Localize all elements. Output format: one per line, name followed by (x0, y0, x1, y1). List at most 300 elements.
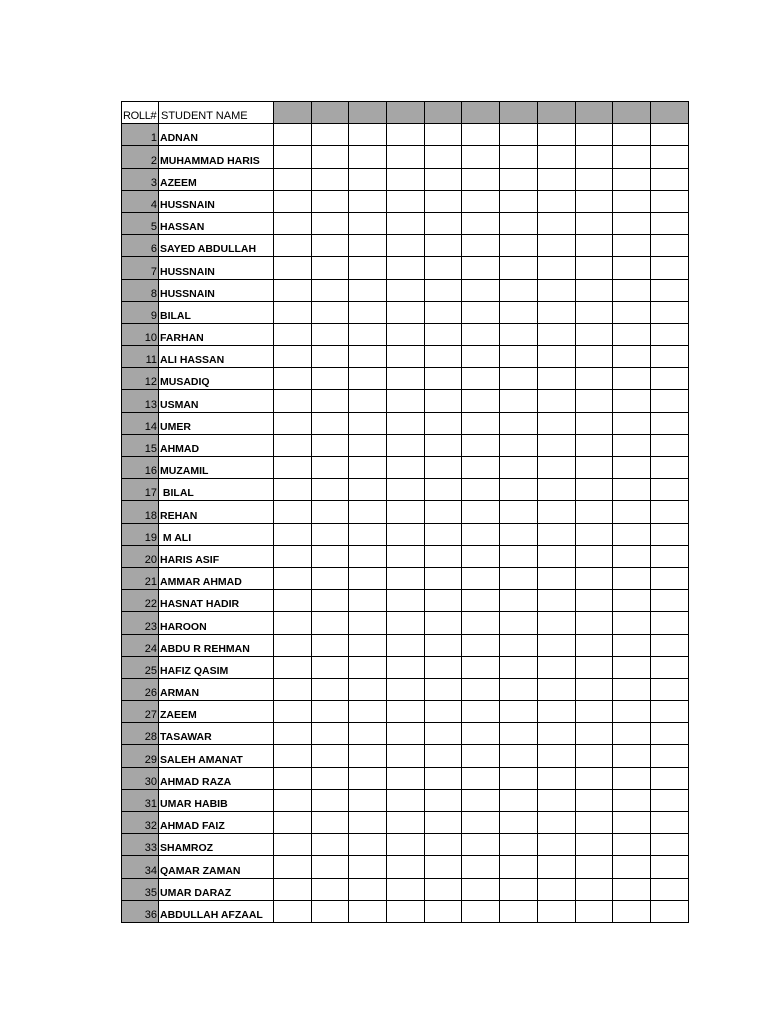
blank-cell[interactable] (462, 612, 500, 634)
blank-cell[interactable] (575, 789, 613, 811)
student-name-cell[interactable]: AZEEM (159, 168, 274, 190)
roll-number-cell[interactable]: 33 (122, 834, 159, 856)
blank-cell[interactable] (311, 190, 349, 212)
blank-cell[interactable] (387, 301, 425, 323)
blank-cell[interactable] (349, 612, 387, 634)
blank-cell[interactable] (387, 634, 425, 656)
blank-cell[interactable] (537, 146, 575, 168)
blank-cell[interactable] (387, 789, 425, 811)
blank-cell[interactable] (424, 190, 462, 212)
blank-cell[interactable] (650, 678, 688, 700)
student-name-cell[interactable]: ABDULLAH AFZAAL (159, 900, 274, 922)
blank-cell[interactable] (575, 634, 613, 656)
roll-number-cell[interactable]: 21 (122, 567, 159, 589)
blank-cell[interactable] (500, 146, 538, 168)
blank-cell[interactable] (500, 523, 538, 545)
student-name-cell[interactable]: AHMAD (159, 434, 274, 456)
blank-cell[interactable] (462, 678, 500, 700)
blank-cell[interactable] (311, 656, 349, 678)
blank-cell[interactable] (424, 567, 462, 589)
blank-cell[interactable] (274, 767, 312, 789)
blank-cell[interactable] (349, 812, 387, 834)
blank-cell[interactable] (274, 501, 312, 523)
student-name-cell[interactable]: ADNAN (159, 124, 274, 146)
blank-cell[interactable] (575, 656, 613, 678)
blank-cell[interactable] (311, 212, 349, 234)
blank-cell[interactable] (500, 124, 538, 146)
blank-cell[interactable] (575, 834, 613, 856)
blank-cell[interactable] (387, 501, 425, 523)
blank-cell[interactable] (537, 767, 575, 789)
blank-cell[interactable] (311, 168, 349, 190)
roll-number-cell[interactable]: 12 (122, 368, 159, 390)
blank-cell[interactable] (575, 523, 613, 545)
roll-number-cell[interactable]: 31 (122, 789, 159, 811)
blank-cell[interactable] (537, 323, 575, 345)
blank-cell[interactable] (613, 124, 651, 146)
blank-cell[interactable] (575, 545, 613, 567)
header-blank-cell[interactable] (650, 102, 688, 124)
blank-cell[interactable] (387, 523, 425, 545)
blank-cell[interactable] (274, 412, 312, 434)
blank-cell[interactable] (537, 168, 575, 190)
blank-cell[interactable] (349, 434, 387, 456)
blank-cell[interactable] (349, 834, 387, 856)
blank-cell[interactable] (311, 235, 349, 257)
blank-cell[interactable] (613, 567, 651, 589)
student-name-cell[interactable]: ABDU R REHMAN (159, 634, 274, 656)
roll-number-cell[interactable]: 5 (122, 212, 159, 234)
blank-cell[interactable] (650, 900, 688, 922)
student-name-cell[interactable]: HAFIZ QASIM (159, 656, 274, 678)
blank-cell[interactable] (462, 656, 500, 678)
blank-cell[interactable] (575, 612, 613, 634)
blank-cell[interactable] (537, 701, 575, 723)
student-name-cell[interactable]: UMAR HABIB (159, 789, 274, 811)
blank-cell[interactable] (311, 767, 349, 789)
blank-cell[interactable] (387, 257, 425, 279)
blank-cell[interactable] (274, 146, 312, 168)
blank-cell[interactable] (462, 590, 500, 612)
blank-cell[interactable] (613, 634, 651, 656)
blank-cell[interactable] (274, 656, 312, 678)
roll-number-cell[interactable]: 34 (122, 856, 159, 878)
student-name-cell[interactable]: ZAEEM (159, 701, 274, 723)
blank-cell[interactable] (500, 279, 538, 301)
blank-cell[interactable] (650, 856, 688, 878)
student-name-cell[interactable]: HARIS ASIF (159, 545, 274, 567)
student-name-cell[interactable]: ARMAN (159, 678, 274, 700)
blank-cell[interactable] (424, 856, 462, 878)
blank-cell[interactable] (424, 701, 462, 723)
blank-cell[interactable] (349, 656, 387, 678)
blank-cell[interactable] (387, 434, 425, 456)
blank-cell[interactable] (650, 323, 688, 345)
blank-cell[interactable] (274, 701, 312, 723)
blank-cell[interactable] (311, 501, 349, 523)
blank-cell[interactable] (613, 279, 651, 301)
blank-cell[interactable] (613, 878, 651, 900)
blank-cell[interactable] (349, 878, 387, 900)
blank-cell[interactable] (650, 279, 688, 301)
blank-cell[interactable] (537, 900, 575, 922)
roll-number-cell[interactable]: 2 (122, 146, 159, 168)
blank-cell[interactable] (424, 434, 462, 456)
blank-cell[interactable] (311, 124, 349, 146)
blank-cell[interactable] (575, 368, 613, 390)
blank-cell[interactable] (311, 567, 349, 589)
student-name-cell[interactable]: BILAL (159, 479, 274, 501)
blank-cell[interactable] (500, 390, 538, 412)
blank-cell[interactable] (500, 501, 538, 523)
student-name-cell[interactable]: MUSADIQ (159, 368, 274, 390)
student-name-cell[interactable]: FARHAN (159, 323, 274, 345)
blank-cell[interactable] (613, 212, 651, 234)
blank-cell[interactable] (575, 323, 613, 345)
blank-cell[interactable] (575, 812, 613, 834)
blank-cell[interactable] (575, 567, 613, 589)
blank-cell[interactable] (500, 612, 538, 634)
blank-cell[interactable] (462, 434, 500, 456)
blank-cell[interactable] (349, 856, 387, 878)
blank-cell[interactable] (462, 346, 500, 368)
student-name-cell[interactable]: MUHAMMAD HARIS (159, 146, 274, 168)
blank-cell[interactable] (349, 678, 387, 700)
blank-cell[interactable] (311, 523, 349, 545)
blank-cell[interactable] (650, 701, 688, 723)
blank-cell[interactable] (575, 723, 613, 745)
blank-cell[interactable] (387, 146, 425, 168)
blank-cell[interactable] (500, 168, 538, 190)
blank-cell[interactable] (500, 856, 538, 878)
blank-cell[interactable] (274, 479, 312, 501)
blank-cell[interactable] (462, 834, 500, 856)
student-name-cell[interactable]: MUZAMIL (159, 457, 274, 479)
blank-cell[interactable] (349, 368, 387, 390)
blank-cell[interactable] (311, 257, 349, 279)
blank-cell[interactable] (274, 368, 312, 390)
blank-cell[interactable] (613, 346, 651, 368)
blank-cell[interactable] (424, 168, 462, 190)
blank-cell[interactable] (349, 545, 387, 567)
blank-cell[interactable] (650, 434, 688, 456)
blank-cell[interactable] (650, 346, 688, 368)
blank-cell[interactable] (650, 235, 688, 257)
blank-cell[interactable] (274, 856, 312, 878)
blank-cell[interactable] (311, 479, 349, 501)
blank-cell[interactable] (424, 257, 462, 279)
blank-cell[interactable] (500, 323, 538, 345)
roll-number-cell[interactable]: 22 (122, 590, 159, 612)
blank-cell[interactable] (424, 723, 462, 745)
blank-cell[interactable] (424, 590, 462, 612)
header-blank-cell[interactable] (274, 102, 312, 124)
blank-cell[interactable] (537, 856, 575, 878)
blank-cell[interactable] (613, 479, 651, 501)
blank-cell[interactable] (613, 612, 651, 634)
blank-cell[interactable] (613, 856, 651, 878)
blank-cell[interactable] (274, 235, 312, 257)
blank-cell[interactable] (311, 834, 349, 856)
roll-number-cell[interactable]: 10 (122, 323, 159, 345)
roll-number-cell[interactable]: 7 (122, 257, 159, 279)
blank-cell[interactable] (575, 190, 613, 212)
blank-cell[interactable] (274, 567, 312, 589)
blank-cell[interactable] (274, 323, 312, 345)
roll-number-cell[interactable]: 6 (122, 235, 159, 257)
blank-cell[interactable] (349, 479, 387, 501)
blank-cell[interactable] (650, 656, 688, 678)
blank-cell[interactable] (387, 323, 425, 345)
blank-cell[interactable] (613, 678, 651, 700)
blank-cell[interactable] (349, 212, 387, 234)
student-name-cell[interactable]: AMMAR AHMAD (159, 567, 274, 589)
roll-number-cell[interactable]: 16 (122, 457, 159, 479)
blank-cell[interactable] (274, 878, 312, 900)
blank-cell[interactable] (349, 590, 387, 612)
header-blank-cell[interactable] (387, 102, 425, 124)
blank-cell[interactable] (311, 301, 349, 323)
blank-cell[interactable] (500, 368, 538, 390)
blank-cell[interactable] (575, 257, 613, 279)
blank-cell[interactable] (575, 590, 613, 612)
blank-cell[interactable] (424, 368, 462, 390)
roll-number-cell[interactable]: 30 (122, 767, 159, 789)
blank-cell[interactable] (575, 878, 613, 900)
blank-cell[interactable] (462, 723, 500, 745)
blank-cell[interactable] (387, 900, 425, 922)
blank-cell[interactable] (311, 590, 349, 612)
blank-cell[interactable] (424, 412, 462, 434)
roll-number-cell[interactable]: 20 (122, 545, 159, 567)
blank-cell[interactable] (575, 235, 613, 257)
student-name-cell[interactable]: M ALI (159, 523, 274, 545)
blank-cell[interactable] (349, 301, 387, 323)
roll-number-cell[interactable]: 4 (122, 190, 159, 212)
blank-cell[interactable] (387, 878, 425, 900)
blank-cell[interactable] (349, 789, 387, 811)
blank-cell[interactable] (613, 412, 651, 434)
blank-cell[interactable] (349, 346, 387, 368)
blank-cell[interactable] (613, 168, 651, 190)
blank-cell[interactable] (387, 701, 425, 723)
blank-cell[interactable] (575, 212, 613, 234)
blank-cell[interactable] (424, 390, 462, 412)
student-name-cell[interactable]: ALI HASSAN (159, 346, 274, 368)
blank-cell[interactable] (650, 301, 688, 323)
blank-cell[interactable] (650, 257, 688, 279)
student-name-cell[interactable]: HAROON (159, 612, 274, 634)
blank-cell[interactable] (387, 190, 425, 212)
blank-cell[interactable] (349, 523, 387, 545)
blank-cell[interactable] (613, 767, 651, 789)
blank-cell[interactable] (387, 457, 425, 479)
blank-cell[interactable] (650, 545, 688, 567)
blank-cell[interactable] (462, 767, 500, 789)
blank-cell[interactable] (387, 545, 425, 567)
roll-number-cell[interactable]: 27 (122, 701, 159, 723)
blank-cell[interactable] (387, 412, 425, 434)
blank-cell[interactable] (349, 634, 387, 656)
blank-cell[interactable] (537, 412, 575, 434)
blank-cell[interactable] (274, 678, 312, 700)
blank-cell[interactable] (462, 257, 500, 279)
blank-cell[interactable] (462, 323, 500, 345)
blank-cell[interactable] (613, 745, 651, 767)
blank-cell[interactable] (613, 723, 651, 745)
header-blank-cell[interactable] (424, 102, 462, 124)
blank-cell[interactable] (575, 701, 613, 723)
blank-cell[interactable] (462, 301, 500, 323)
header-blank-cell[interactable] (311, 102, 349, 124)
blank-cell[interactable] (500, 235, 538, 257)
roll-number-cell[interactable]: 28 (122, 723, 159, 745)
blank-cell[interactable] (575, 457, 613, 479)
blank-cell[interactable] (387, 368, 425, 390)
blank-cell[interactable] (387, 346, 425, 368)
blank-cell[interactable] (500, 834, 538, 856)
blank-cell[interactable] (500, 590, 538, 612)
blank-cell[interactable] (274, 390, 312, 412)
roll-number-cell[interactable]: 15 (122, 434, 159, 456)
blank-cell[interactable] (537, 257, 575, 279)
blank-cell[interactable] (387, 279, 425, 301)
blank-cell[interactable] (650, 479, 688, 501)
student-name-cell[interactable]: SHAMROZ (159, 834, 274, 856)
blank-cell[interactable] (311, 368, 349, 390)
blank-cell[interactable] (537, 590, 575, 612)
blank-cell[interactable] (537, 656, 575, 678)
blank-cell[interactable] (311, 812, 349, 834)
blank-cell[interactable] (274, 190, 312, 212)
blank-cell[interactable] (462, 634, 500, 656)
blank-cell[interactable] (650, 812, 688, 834)
header-blank-cell[interactable] (537, 102, 575, 124)
blank-cell[interactable] (500, 545, 538, 567)
student-name-cell[interactable]: HUSSNAIN (159, 190, 274, 212)
blank-cell[interactable] (537, 612, 575, 634)
student-name-cell[interactable]: UMAR DARAZ (159, 878, 274, 900)
blank-cell[interactable] (537, 457, 575, 479)
blank-cell[interactable] (387, 612, 425, 634)
blank-cell[interactable] (537, 878, 575, 900)
student-name-cell[interactable]: HUSSNAIN (159, 257, 274, 279)
blank-cell[interactable] (349, 701, 387, 723)
blank-cell[interactable] (575, 856, 613, 878)
blank-cell[interactable] (349, 190, 387, 212)
roll-number-cell[interactable]: 36 (122, 900, 159, 922)
blank-cell[interactable] (462, 168, 500, 190)
blank-cell[interactable] (462, 900, 500, 922)
blank-cell[interactable] (537, 434, 575, 456)
blank-cell[interactable] (500, 257, 538, 279)
blank-cell[interactable] (537, 745, 575, 767)
blank-cell[interactable] (424, 346, 462, 368)
blank-cell[interactable] (349, 124, 387, 146)
blank-cell[interactable] (462, 235, 500, 257)
blank-cell[interactable] (500, 789, 538, 811)
blank-cell[interactable] (537, 812, 575, 834)
blank-cell[interactable] (462, 368, 500, 390)
blank-cell[interactable] (311, 279, 349, 301)
blank-cell[interactable] (613, 701, 651, 723)
blank-cell[interactable] (575, 124, 613, 146)
blank-cell[interactable] (274, 789, 312, 811)
blank-cell[interactable] (349, 390, 387, 412)
blank-cell[interactable] (650, 612, 688, 634)
blank-cell[interactable] (613, 390, 651, 412)
blank-cell[interactable] (537, 235, 575, 257)
blank-cell[interactable] (311, 789, 349, 811)
blank-cell[interactable] (424, 878, 462, 900)
blank-cell[interactable] (650, 390, 688, 412)
blank-cell[interactable] (650, 190, 688, 212)
blank-cell[interactable] (650, 168, 688, 190)
header-blank-cell[interactable] (349, 102, 387, 124)
blank-cell[interactable] (650, 878, 688, 900)
blank-cell[interactable] (462, 457, 500, 479)
blank-cell[interactable] (311, 434, 349, 456)
blank-cell[interactable] (613, 301, 651, 323)
blank-cell[interactable] (349, 257, 387, 279)
blank-cell[interactable] (500, 457, 538, 479)
blank-cell[interactable] (274, 257, 312, 279)
blank-cell[interactable] (613, 368, 651, 390)
student-name-cell[interactable]: HUSSNAIN (159, 279, 274, 301)
blank-cell[interactable] (311, 723, 349, 745)
blank-cell[interactable] (650, 412, 688, 434)
blank-cell[interactable] (575, 346, 613, 368)
blank-cell[interactable] (274, 812, 312, 834)
blank-cell[interactable] (537, 723, 575, 745)
blank-cell[interactable] (462, 124, 500, 146)
blank-cell[interactable] (424, 745, 462, 767)
blank-cell[interactable] (650, 723, 688, 745)
blank-cell[interactable] (311, 856, 349, 878)
header-blank-cell[interactable] (613, 102, 651, 124)
blank-cell[interactable] (537, 368, 575, 390)
blank-cell[interactable] (424, 323, 462, 345)
blank-cell[interactable] (650, 457, 688, 479)
blank-cell[interactable] (349, 457, 387, 479)
roll-number-cell[interactable]: 19 (122, 523, 159, 545)
roll-number-cell[interactable]: 1 (122, 124, 159, 146)
blank-cell[interactable] (311, 323, 349, 345)
blank-cell[interactable] (462, 279, 500, 301)
blank-cell[interactable] (274, 212, 312, 234)
blank-cell[interactable] (650, 368, 688, 390)
blank-cell[interactable] (387, 124, 425, 146)
blank-cell[interactable] (387, 235, 425, 257)
header-blank-cell[interactable] (462, 102, 500, 124)
blank-cell[interactable] (650, 767, 688, 789)
blank-cell[interactable] (613, 257, 651, 279)
header-blank-cell[interactable] (500, 102, 538, 124)
blank-cell[interactable] (387, 590, 425, 612)
blank-cell[interactable] (613, 545, 651, 567)
blank-cell[interactable] (424, 457, 462, 479)
blank-cell[interactable] (575, 767, 613, 789)
blank-cell[interactable] (575, 301, 613, 323)
blank-cell[interactable] (387, 678, 425, 700)
student-name-cell[interactable]: QAMAR ZAMAN (159, 856, 274, 878)
student-name-cell[interactable]: UMER (159, 412, 274, 434)
blank-cell[interactable] (349, 501, 387, 523)
blank-cell[interactable] (613, 190, 651, 212)
blank-cell[interactable] (462, 412, 500, 434)
blank-cell[interactable] (349, 146, 387, 168)
blank-cell[interactable] (462, 190, 500, 212)
